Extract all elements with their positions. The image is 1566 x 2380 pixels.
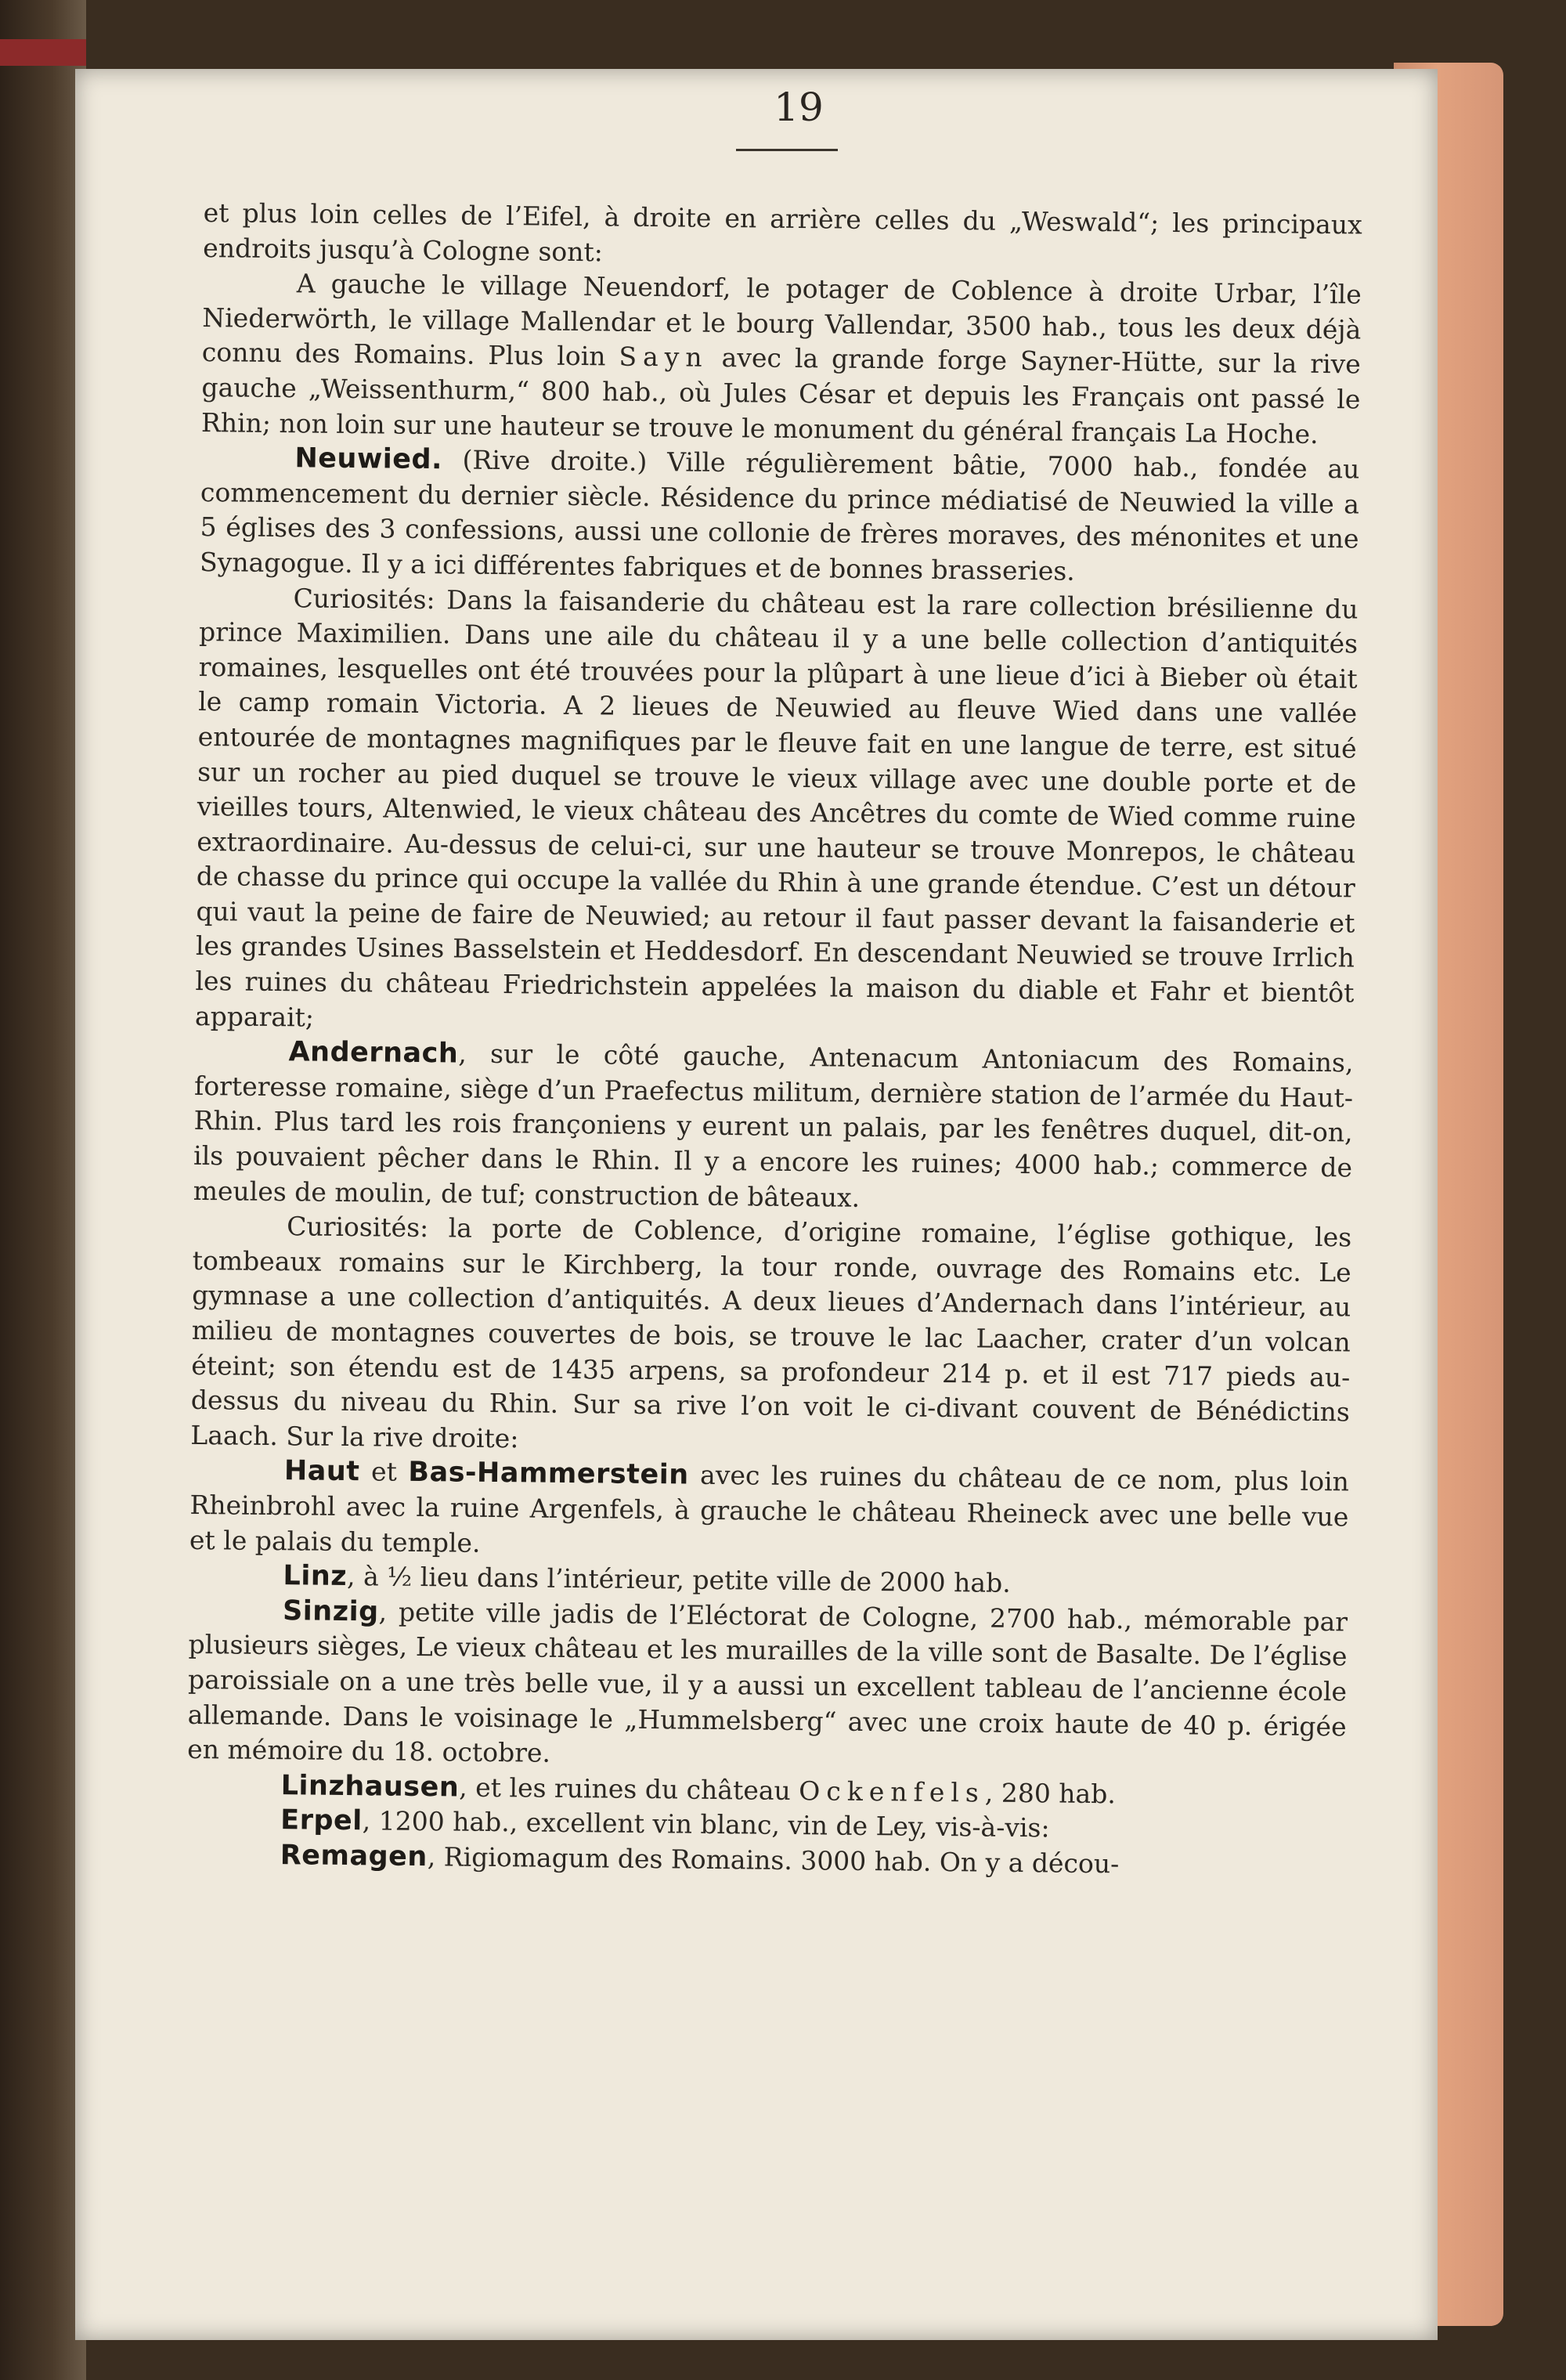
place-ockenfels: Ockenfels (799, 1775, 986, 1808)
entry-text: , Rigiomagum des Romains. 3000 hab. On y a décou- (427, 1841, 1120, 1880)
binding-ribbon (0, 39, 86, 66)
page-number: 19 (774, 85, 824, 130)
page-number-rule (736, 149, 838, 151)
paragraph-text: Curiosités: la porte de Coblence, d’origine romaine, l’église gothique, les tombeaux romains sur le Kirchberg, la tour ronde, ouvrage des Romains etc. Le gymnase a une collection d’antiquités. A deux lieues d’Andernach dans l’intérieur, au milieu de montagnes couvertes de bois, se trouve le lac Laacher, crater d’un volcan éteint; son étendu est de 1435 arpens, sa profondeur 214 p. et il est 717 pieds au-dessus du niveau du Rhin. Sur sa rive l’on voit le ci-divant couvent de Bénédictins Laach. Sur la rive droite: (190, 1211, 1352, 1454)
entry-text: et (359, 1456, 409, 1488)
entry-text: , 1200 hab., excellent vin blanc, vin de Ley, vis-à-vis: (362, 1805, 1050, 1844)
andernach-curiosites (190, 1208, 1351, 1465)
entry-hammerstein (189, 1453, 1349, 1569)
entry-text: , petite ville jadis de l’Eléctorat de Cologne, 2700 hab., mémorable par plusieurs sièges, Le vieux château et les murailles de la ville sont de Basalte. De l’église paroissiale on a une très belle vue, il y a aussi un excellent tableau de l’ancienne école allemande. Dans le voisinage le „Hummelsberg“ avec une croix haute de 40 p. érigée en mémoire du 18. octobre. (187, 1596, 1348, 1768)
paragraph-text: A gauche le village Neuendorf, le potager de Coblence à droite Urbar, l’île Niederwörth, le village Mallendar et le bourg Vallendar, 3500 hab., tous les deux déjà connu des Romains. Plus loin (201, 268, 1362, 372)
paragraph-text: avec la grande forge Sayner-Hütte, sur la rive gauche „Weissenthurm,“ 800 hab., où Jules César et depuis les Français ont passé le Rhin; non loin sur une hauteur se trouve le monument du général français La Hoche. (200, 342, 1362, 450)
place-heading-linz: Linz (283, 1560, 348, 1593)
place-heading-remagen: Remagen (280, 1840, 428, 1873)
book-binding (0, 0, 86, 2380)
entry-neuwied (200, 440, 1360, 592)
paragraph-text: Curiosités: Dans la faisanderie du château est la rare collection brésilienne du prince Maximilien. Dans une aile du château il y a une belle collection d’antiquités romaines, lesquelles ont été trouvées pour la plûpart à une lieue d’ici à Bieber où était le camp romain Victoria. A 2 lieues de Neuwied au fleuve Wied dans une vallée entourée de montagnes magnifiques par le fleuve fait en une langue de terre, est situé sur un rocher au pied duquel se trouve le vieux village avec une double porte et de vieilles tours, Altenwied, le vieux château des Ancêtres du comte de Wied comme ruine extraordinaire. Au-dessus de celui-ci, sur une hauteur se trouve Monrepos, le château de chasse du prince qui occupe la vallée du Rhin à une grande étendue. C’est un détour qui vaut la peine de faire de Neuwied; au retour il faut passer devant la faisanderie et les grandes Usines Basselstein et Heddesdorf. En descendant Neuwied se trouve Irrlich les ruines du château Friedrichstein appelées la maison du diable et Fahr et bientôt apparait; (194, 582, 1359, 1033)
entry-text: , et les ruines du château (459, 1771, 799, 1806)
entry-text: , 280 hab. (984, 1777, 1117, 1810)
paragraph-left-bank (201, 265, 1362, 452)
place-heading-andernach: Andernach (288, 1036, 459, 1070)
place-heading-bas-hammerstein: Bas-Hammerstein (408, 1457, 689, 1491)
neuwied-curiosites (195, 580, 1359, 1046)
entry-text: , sur le côté gauche, Antenacum Antoniacum des Romains, forteresse romaine, siège d’un Praefectus militum, dernière station de l’armée du Haut-Rhin. Plus tard les rois françoniens y eurent un palais, par les fenêtres duquel, dit-on, ils pouvaient pêcher dans le Rhin. Il y a encore les ruines; 4000 hab.; commerce de meules de moulin, de tuf; construction de bâteaux. (193, 1038, 1354, 1213)
entry-text: (Rive droite.) Ville régulièrement bâtie, 7000 hab., fondée au commencement du dernier siècle. Résidence du prince médiatisé de Neuwied la ville a 5 églises des 3 confessions, aussi une collonie de frères moraves, des ménonites et une Synagogue. Il y a ici différentes fabriques et de bonnes brasseries. (199, 444, 1360, 587)
entry-andernach (193, 1034, 1353, 1220)
place-heading-haut: Haut (283, 1455, 360, 1488)
paragraph-eifel (203, 196, 1362, 278)
place-heading-linzhausen: Linzhausen (280, 1769, 460, 1804)
place-sayn: Sayn (619, 341, 709, 374)
entry-text: , à ½ lieu dans l’intérieur, petite ville de 2000 hab. (346, 1561, 1011, 1599)
place-heading-sinzig: Sinzig (282, 1594, 379, 1628)
place-heading-neuwied: Neuwied. (294, 442, 443, 476)
entry-text: avec les ruines du château de ce nom, plus loin Rheinbrohl avec la ruine Argenfels, à grauche le château Rheineck avec une belle vue et le palais du temple. (189, 1459, 1350, 1558)
paragraph-text: et plus loin celles de l’Eifel, à droite en arrière celles du „Weswald“; les principaux endroits jusqu’à Cologne sont: (203, 197, 1362, 267)
page-text (186, 196, 1362, 1884)
place-heading-erpel: Erpel (280, 1804, 363, 1837)
entry-sinzig (187, 1593, 1348, 1779)
